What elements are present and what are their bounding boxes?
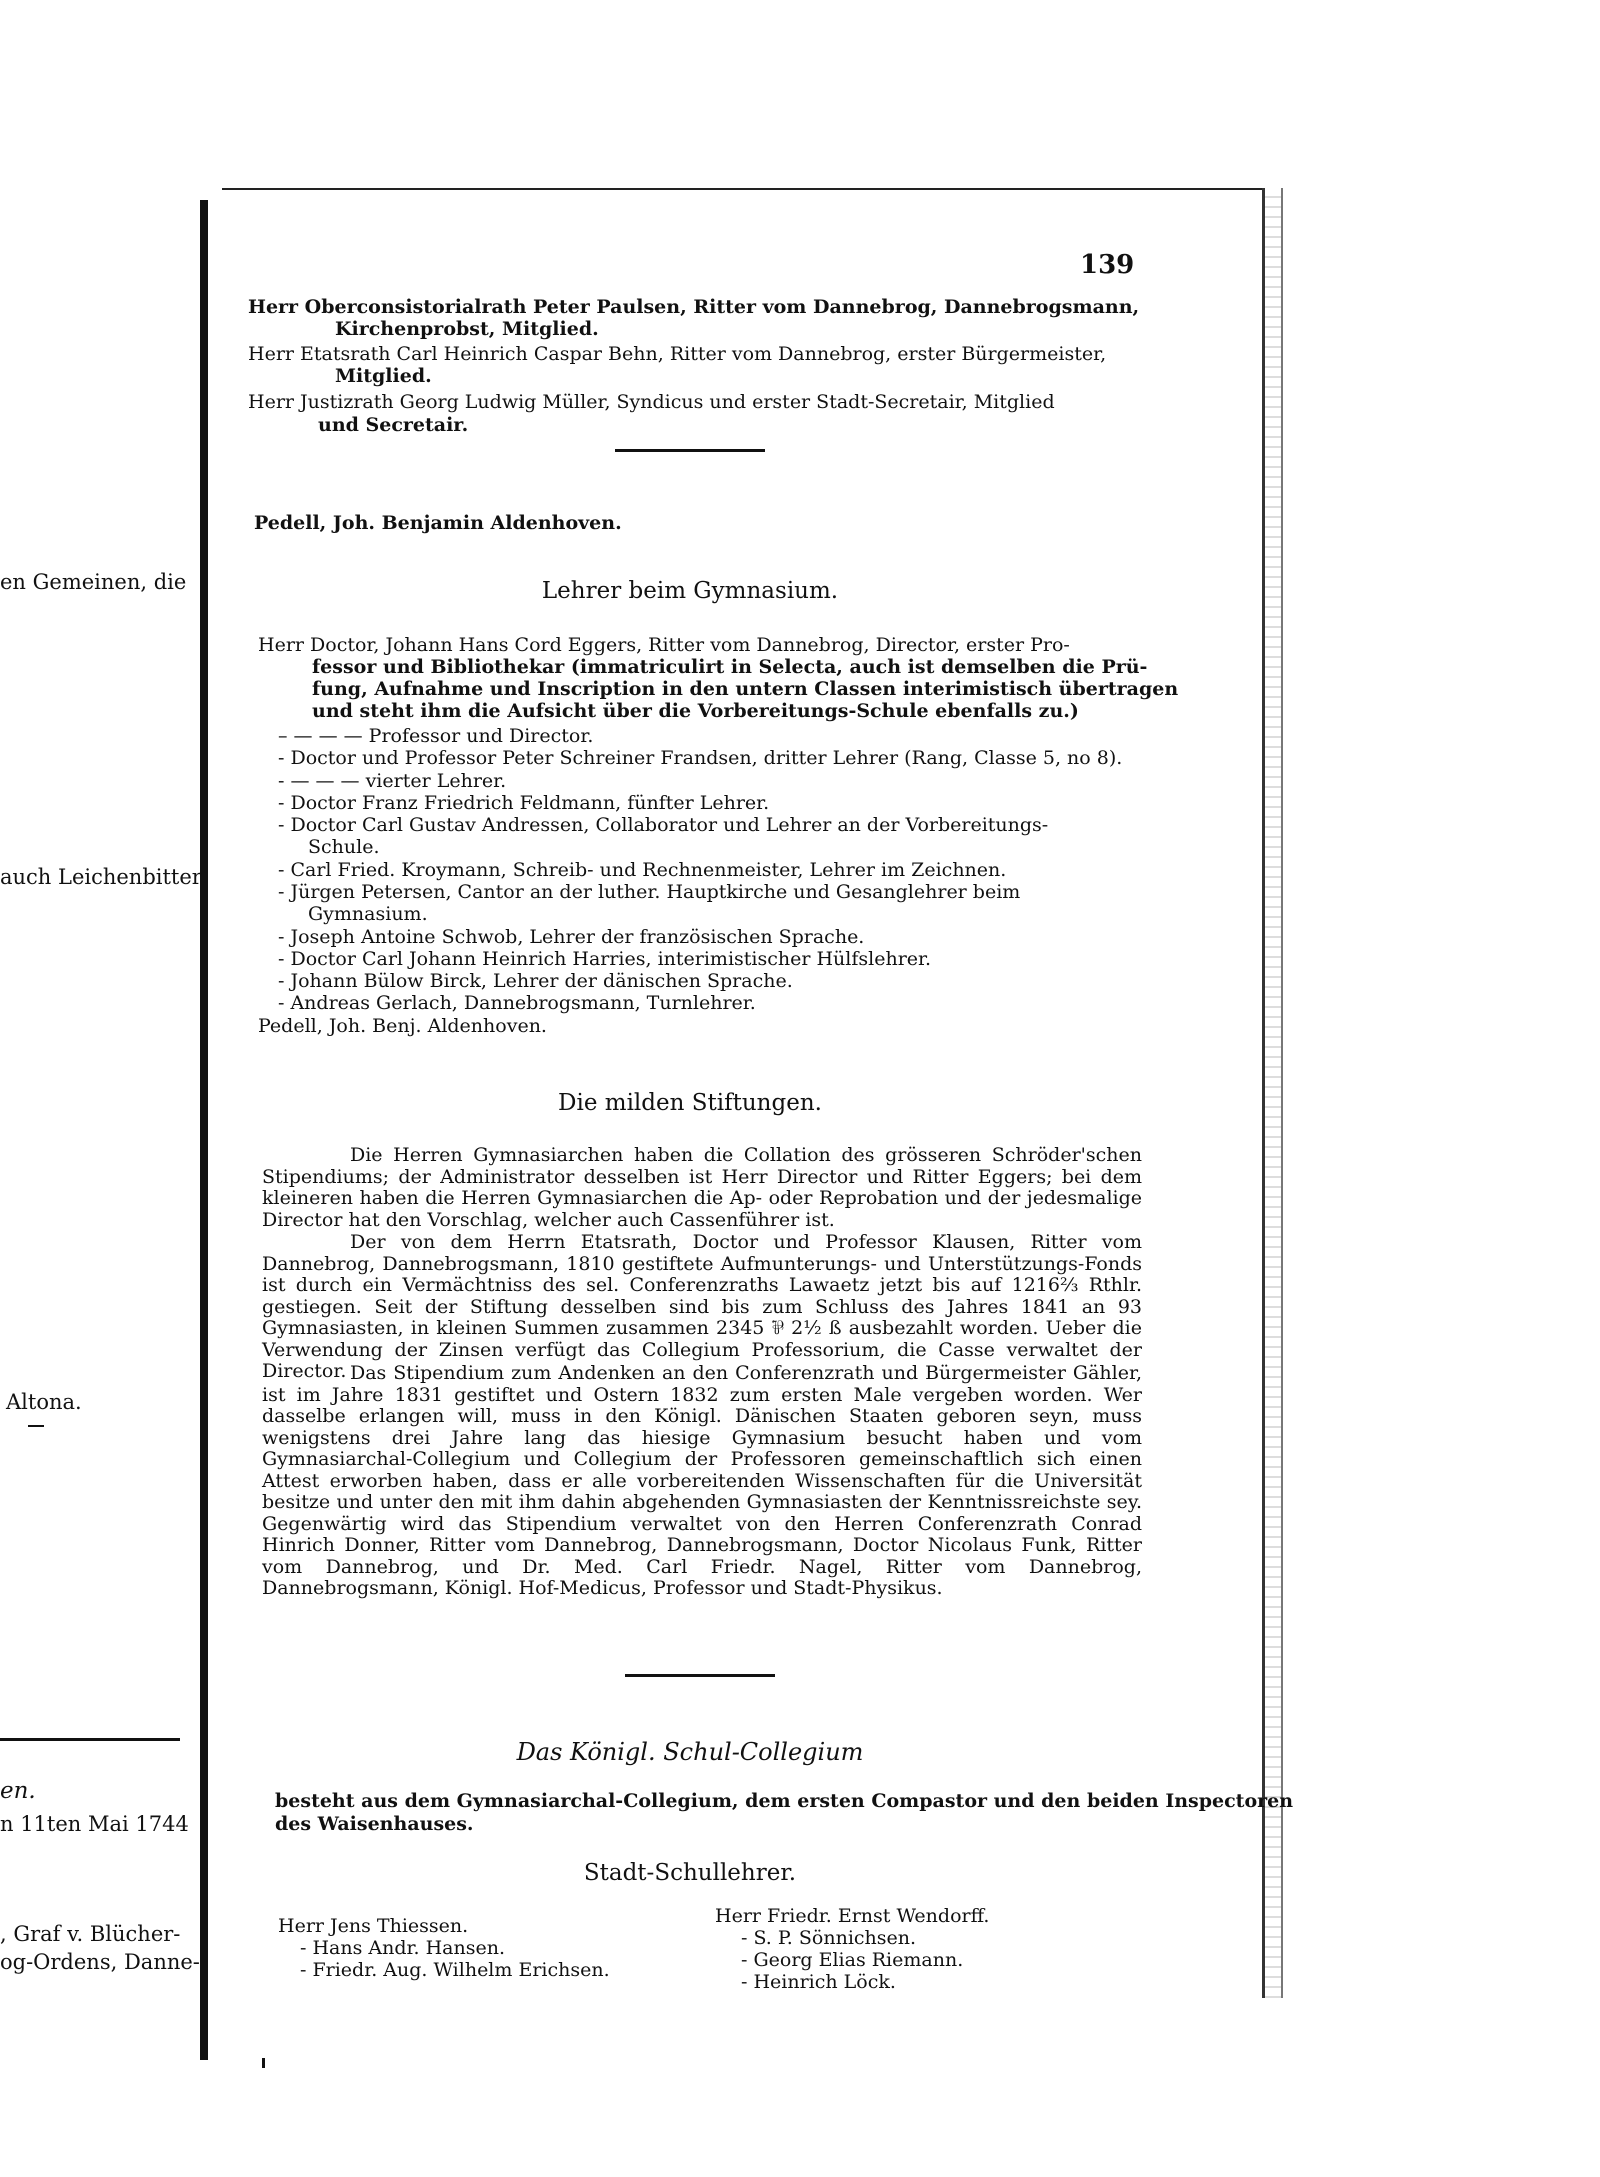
gymnasium-pedell: Pedell, Joh. Benj. Aldenhoven. bbox=[258, 1015, 547, 1037]
gymnasium-line: - Carl Fried. Kroymann, Schreib- und Rechnenmeister, Lehrer im Zeichnen. bbox=[278, 859, 1007, 881]
gymnasium-line: fung, Aufnahme und Inscription in den untern Classen interimistisch übertragen bbox=[312, 678, 1179, 700]
schul-collegium-line: des Waisenhauses. bbox=[275, 1813, 474, 1835]
magistrat-line: und Secretair. bbox=[318, 414, 469, 436]
teacher-entry: - Georg Elias Riemann. bbox=[741, 1949, 964, 1971]
magistrat-line: Herr Oberconsistorialrath Peter Paulsen, Ritter vom Dannebrog, Dannebrogsmann, bbox=[248, 296, 1140, 318]
teacher-list-right bbox=[715, 1905, 989, 1993]
section-divider bbox=[615, 449, 765, 452]
schul-collegium-heading: Das Königl. Schul-Collegium bbox=[516, 1738, 864, 1766]
gymnasium-line: - Doctor und Professor Peter Schreiner Frandsen, dritter Lehrer (Rang, Classe 5, no 8). bbox=[278, 747, 1123, 769]
page-number: 139 bbox=[1080, 250, 1135, 280]
gymnasium-line: - Andreas Gerlach, Dannebrogsmann, Turnlehrer. bbox=[278, 992, 756, 1014]
left-dash bbox=[28, 1425, 44, 1427]
gymnasium-line: Schule. bbox=[308, 836, 380, 858]
gymnasium-line: - Jürgen Petersen, Cantor an der luther. Hauptkirche und Gesanglehrer beim bbox=[278, 881, 1021, 903]
schul-collegium-line: besteht aus dem Gymnasiarchal-Collegium, dem ersten Compastor und den beiden Inspectoren bbox=[275, 1790, 1294, 1812]
print-mark bbox=[262, 2058, 265, 2068]
magistrat-line: Mitglied. bbox=[335, 365, 432, 387]
teacher-entry: - Hans Andr. Hansen. bbox=[300, 1937, 505, 1959]
gymnasium-line: Herr Doctor, Johann Hans Cord Eggers, Ritter vom Dannebrog, Director, erster Pro- bbox=[258, 634, 1070, 656]
document-page bbox=[222, 188, 1262, 2050]
teacher-list-left bbox=[278, 1915, 610, 1981]
gymnasium-heading: Lehrer beim Gymnasium. bbox=[541, 578, 839, 604]
teacher-entry: - S. P. Sönnichsen. bbox=[741, 1927, 917, 1949]
stiftungen-paragraph: Die Herren Gymnasiarchen haben die Collation des grösseren Schröder'schen Stipendiums; der Administrator desselben ist Herr Director und Ritter Eggers; bei dem kleineren haben die Herren Gymnasiarchen die Ap- oder Reprobation und der jedesmalige Director hat den Vorschlag, welcher auch Cassenführer ist. bbox=[262, 1144, 1142, 1231]
left-fragment: en Gemeinen, die bbox=[0, 570, 187, 594]
gymnasium-line: - Doctor Franz Friedrich Feldmann, fünfter Lehrer. bbox=[278, 792, 770, 814]
left-facing-page bbox=[0, 200, 208, 2060]
left-fragment: , Graf v. Blücher- bbox=[0, 1922, 181, 1946]
magistrat-line: Herr Etatsrath Carl Heinrich Caspar Behn, Ritter vom Dannebrog, erster Bürgermeister, bbox=[248, 343, 1107, 365]
top-margin bbox=[0, 0, 1600, 195]
teacher-entry: - Heinrich Löck. bbox=[741, 1971, 896, 1993]
stiftungen-paragraph: Das Stipendium zum Andenken an den Conferenzrath und Bürgermeister Gähler, ist im Jahre 1831 gestiftet und Ostern 1832 zum ersten Male vergeben worden. Wer dasselbe erlangen will, muss in den Königl. Dänischen Staaten geboren seyn, muss wenigstens drei Jahre lang das hiesige Gymnasium besucht haben und vom Gymnasiarchal-Collegium und Collegium der Professoren gemeinschaftlich sich einen Attest erworben haben, dass er alle vorbereitenden Wissenschaften für die Universität besitze und unter den mit ihm dahin abgehenden Gymnasiasten der Kenntnissreichste sey. Gegenwärtig wird das Stipendium verwaltet von den Herren Conferenzrath Conrad Hinrich Donner, Ritter vom Dannebrog, Dannebrogsmann, Doctor Nicolaus Funk, Ritter vom Dannebrog, und Dr. Med. Carl Friedr. Nagel, Ritter vom Dannebrog, Dannebrogsmann, Königl. Hof-Medicus, Professor und Stadt-Physikus. bbox=[262, 1362, 1142, 1599]
teacher-entry: Herr Friedr. Ernst Wendorff. bbox=[715, 1905, 990, 1927]
teacher-entry: Herr Jens Thiessen. bbox=[278, 1915, 469, 1937]
gymnasium-line: - Doctor Carl Johann Heinrich Harries, interimistischer Hülfslehrer. bbox=[278, 948, 932, 970]
gymnasium-line: - Joseph Antoine Schwob, Lehrer der französischen Sprache. bbox=[278, 926, 865, 948]
left-rule bbox=[0, 1738, 180, 1741]
magistrat-line: Herr Justizrath Georg Ludwig Müller, Syndicus und erster Stadt-Secretair, Mitglied bbox=[248, 391, 1055, 413]
teacher-entry: - Friedr. Aug. Wilhelm Erichsen. bbox=[300, 1959, 610, 1981]
stiftungen-paragraph: Der von dem Herrn Etatsrath, Doctor und Professor Klausen, Ritter vom Dannebrog, Dannebrogsmann, 1810 gestiftete Aufmunterungs- und Unterstützungs-Fonds ist durch ein Vermächtniss des sel. Conferenzraths Lawaetz jetzt bis auf 1216⅔ Rthlr. gestiegen. Seit der Stiftung desselben sind bis zum Schluss des Jahres 1841 an 93 Gymnasiasten, in kleinen Summen zusammen 2345 ⅌ 2½ ß ausbezahlt worden. Ueber die Verwendung der Zinsen verfügt das Collegium Professorium, die Casse verwaltet der Director. bbox=[262, 1231, 1142, 1382]
left-fragment: n 11ten Mai 1744 bbox=[0, 1812, 189, 1836]
magistrat-line: Kirchenprobst, Mitglied. bbox=[335, 318, 599, 340]
left-fragment: auch Leichenbitter bbox=[0, 865, 202, 889]
gymnasium-line: - Johann Bülow Birck, Lehrer der dänischen Sprache. bbox=[278, 970, 793, 992]
stiftungen-heading: Die milden Stiftungen. bbox=[558, 1090, 822, 1116]
section-divider bbox=[625, 1674, 775, 1677]
gymnasium-line: - Doctor Carl Gustav Andressen, Collaborator und Lehrer an der Vorbereitungs- bbox=[278, 814, 1049, 836]
left-fragment: en. bbox=[0, 1778, 36, 1804]
left-fragment: og-Ordens, Danne- bbox=[0, 1950, 200, 1974]
pedell-line: Pedell, Joh. Benjamin Aldenhoven. bbox=[254, 512, 622, 534]
gymnasium-line: – — — — Professor und Director. bbox=[278, 725, 594, 747]
stadt-schullehrer-heading: Stadt-Schullehrer. bbox=[583, 1860, 797, 1886]
gymnasium-line: - — — — vierter Lehrer. bbox=[278, 770, 507, 792]
gymnasium-line: Gymnasium. bbox=[308, 903, 428, 925]
gymnasium-line: und steht ihm die Aufsicht über die Vorbereitungs-Schule ebenfalls zu.) bbox=[312, 700, 1079, 722]
page-edge bbox=[1262, 188, 1283, 1998]
gymnasium-line: fessor und Bibliothekar (immatriculirt in Selecta, auch ist demselben die Prü- bbox=[312, 656, 1148, 678]
left-fragment: Altona. bbox=[6, 1390, 82, 1414]
